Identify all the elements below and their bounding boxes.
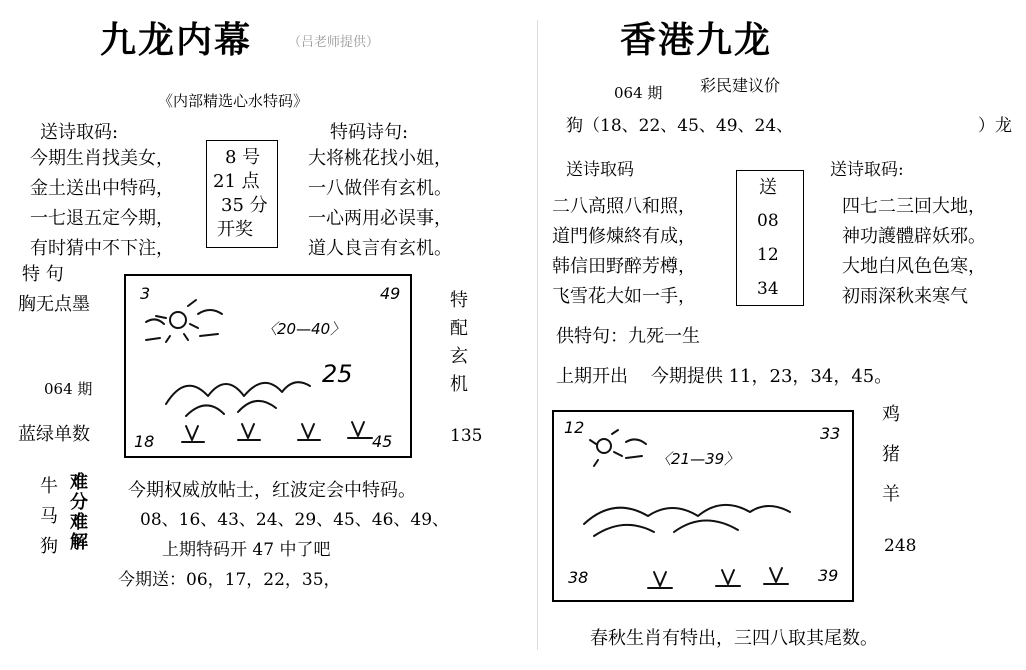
left-line-2: 08、16、43、24、29、45、46、49、 [140, 510, 450, 530]
dog-line: 狗（18、22、45、49、24、 [566, 116, 794, 136]
left-subtitle: （吕老师提供） [288, 35, 380, 50]
hard-word: 难 [70, 472, 88, 493]
send-number: 08 [757, 211, 779, 231]
color-hint: 蓝绿单数 [18, 424, 90, 445]
sketch-number-bl: 18 [134, 432, 155, 451]
zodiac-item: 牛 [40, 476, 58, 497]
special-phrase: 胸无点墨 [18, 294, 90, 315]
draw-label: 开奖 [217, 219, 253, 240]
sketch-number-tr: 49 [380, 284, 401, 303]
left-poem [30, 150, 174, 258]
right-issue: 064 期 [614, 84, 663, 102]
send-number: 34 [757, 279, 779, 299]
poem-line: 飞雪花大如一手， [552, 286, 696, 307]
zodiac-item: 马 [40, 506, 58, 527]
left-issue: 064 期 [44, 380, 93, 398]
right-poem-2 [842, 198, 986, 306]
poem-line: 大将桃花找小姐， [308, 148, 452, 169]
hard-word: 解 [70, 532, 88, 553]
poem-line: 韩信田野醉芳樽， [552, 256, 696, 277]
send-number: 12 [757, 245, 779, 265]
draw-date: 8 号 [225, 147, 261, 168]
animal-item: 鸡 [882, 404, 900, 425]
poem-line: 一七退五定今期， [30, 208, 174, 229]
right-footer: 春秋生肖有特出，三四八取其尾数。 [590, 628, 878, 649]
left-line-4: 今期送：06，17，22，35， [118, 570, 341, 590]
poem-line: 初雨深秋来寒气 [842, 286, 968, 307]
special-line: 供特句：九死一生 [556, 326, 700, 347]
right-sketch-box [552, 410, 854, 602]
sketch-range: 〈20—40〉 [262, 320, 346, 338]
sketch-number-tr: 33 [820, 424, 841, 443]
last-line: 上期开出 今期提供 11，23，34，45。 [556, 366, 893, 387]
poem-line: 一八做伴有玄机。 [308, 178, 452, 199]
right-poem [552, 198, 696, 306]
zodiac-item: 狗 [40, 536, 58, 557]
left-line-3: 上期特码开 47 中了吧 [162, 540, 331, 560]
poem-line: 大地白风色色寒， [842, 256, 986, 277]
sketch-mid-number: 25 [322, 360, 353, 388]
draw-hour: 21 点 [213, 171, 260, 192]
poem-line: 有时猜中不下注， [30, 238, 174, 259]
side-vertical: 特配玄机 [447, 290, 468, 402]
right-poem-header: 送诗取码 [566, 160, 634, 180]
poem-line: 一心两用必误事， [308, 208, 452, 229]
left-poem-header: 送诗取码: [40, 122, 119, 143]
send-label: 送 [759, 177, 777, 198]
poem-line: 四七二三回大地， [842, 196, 986, 217]
left-special-poem [308, 150, 452, 258]
sketch-number-tl: 12 [564, 418, 585, 437]
side-animals [882, 406, 900, 504]
draw-minute: 35 分 [221, 195, 268, 216]
right-title: 香港九龙 [620, 19, 773, 61]
side-number: 135 [450, 426, 483, 446]
right-sketch [554, 412, 852, 600]
right-side-number: 248 [884, 536, 917, 556]
sketch-number-br: 39 [818, 566, 839, 585]
animal-item: 羊 [882, 484, 900, 505]
left-sketch-box [124, 274, 412, 458]
poem-line: 道門修煉終有成， [552, 226, 696, 247]
left-inner-tag: 《内部精选心水特码》 [158, 92, 309, 110]
zodiac-column [40, 478, 58, 556]
hard-words [70, 474, 88, 552]
poem-line: 二八高照八和照， [552, 196, 696, 217]
left-line-1: 今期权威放帖士，红波定会中特码。 [128, 480, 416, 501]
poem-line: 今期生肖找美女， [30, 148, 174, 169]
sketch-number-bl: 38 [568, 568, 589, 587]
left-sketch [126, 276, 410, 456]
sketch-number-tl: 3 [140, 284, 151, 303]
poem-line: 金土送出中特码， [30, 178, 174, 199]
left-poem-header-right: 特码诗句: [330, 122, 409, 143]
dog-line-end: ）龙 [978, 116, 1012, 136]
panel-divider [537, 20, 538, 650]
left-title: 九龙内幕 [100, 19, 253, 61]
sketch-number-br: 45 [372, 432, 393, 451]
advice-label: 彩民建议价 [700, 76, 781, 95]
poem-line: 道人良言有玄机。 [308, 238, 452, 259]
hard-word: 难 [70, 512, 88, 533]
right-poem-header-right: 送诗取码: [830, 160, 904, 180]
animal-item: 猪 [882, 444, 900, 465]
poem-line: 神功護體辟妖邪。 [842, 226, 986, 247]
draw-time-box [206, 140, 278, 248]
hard-word: 分 [70, 492, 88, 513]
special-label: 特 句 [22, 264, 64, 285]
send-box [736, 170, 804, 306]
sketch-range: 〈21—39〉 [656, 450, 740, 468]
